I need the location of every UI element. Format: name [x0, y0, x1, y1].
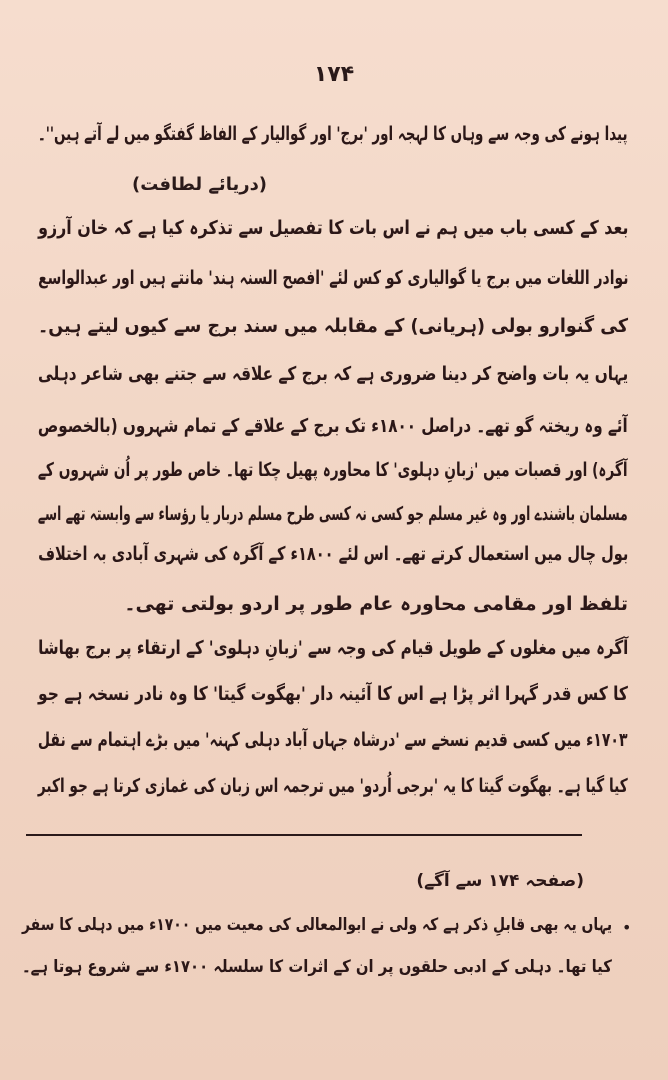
body-line-1: پیدا ہونے کی وجہ سے وہاں کا لہجہ اور 'برج' اور گوالیار کے الفاظ گفتگو میں لے آتے ہیں''۔ [38, 123, 628, 145]
footnote-reference: (صفحہ ۱۷۴ سے آگے) [416, 871, 584, 891]
body-line-2: بعد کے کسی باب میں ہم نے اس بات کا تفصیل سے تذکرہ کیا ہے کہ خان آرزو [37, 217, 628, 239]
footnote-line-1: یہاں یہ بھی قابلِ ذکر ہے کہ ولی نے ابوالمعالی کی معیت میں ۱۷۰۰ء میں دہلی کا سفر [21, 915, 612, 935]
body-line-8: مسلمان باشندے اور وہ غیر مسلم جو کسی نہ کسی طرح مسلم دربار یا رؤساء سے وابستہ تھے اسے [38, 503, 628, 525]
body-line-12: کا کس قدر گہرا اثر پڑا ہے اس کا آئینہ دار 'بھگوت گیتا' کا وہ نادر نسخہ ہے جو [38, 683, 628, 705]
body-line-9: بول چال میں استعمال کرتے تھے۔ اس لئے ۱۸۰۰ء کے آگرہ کی شہری آبادی بہ اختلاف [37, 543, 628, 565]
body-line-10: تلفظ اور مقامی محاورہ عام طور پر اردو بولتی تھی۔ [124, 593, 628, 615]
footnote-line-2: کیا تھا۔ دہلی کے ادبی حلقوں پر ان کے اثرات کا سلسلہ ۱۷۰۰ء سے شروع ہوتا ہے۔ [22, 957, 612, 977]
body-line-5: یہاں یہ بات واضح کر دینا ضروری ہے کہ برج کے علاقہ سے جتنے بھی شاعر دہلی [37, 363, 628, 385]
body-line-4: کی گنوارو بولی (ہریانی) کے مقابلہ میں سند برج سے کیوں لیتے ہیں۔ [37, 315, 628, 337]
footnote-bullet-icon: • [622, 918, 632, 937]
body-line-3: نوادر اللغات میں برج یا گوالیاری کو کس لئے 'افصح السنہ ہند' مانتے ہیں اور عبدالواسع [37, 267, 628, 289]
body-line-11: آگرہ میں مغلوں کے طویل قیام کی وجہ سے 'زبانِ دہلوی' کے ارتقاء پر برج بھاشا [37, 637, 628, 659]
footnote-divider [26, 834, 582, 836]
page-number: ۱۷۴ [313, 62, 355, 87]
body-line-6: آئے وہ ریختہ گو تھے۔ دراصل ۱۸۰۰ء تک برج کے علاقے کے تمام شہروں (بالخصوص [38, 415, 628, 437]
body-line-14: کیا گیا ہے۔ بھگوت گیتا کا یہ 'برجی اُردو' میں ترجمہ اس زبان کی غمازی کرتا ہے جو اکبر [38, 775, 628, 797]
section-heading: (دریائے لطافت) [132, 174, 268, 195]
body-line-13: ۱۷۰۳ء میں کسی قدیم نسخے سے 'درشاہ جہاں آباد دہلی کہنہ' میں بڑے اہتمام سے نقل [38, 729, 628, 751]
body-line-7: آگرہ) اور قصبات میں 'زبانِ دہلوی' کا محاورہ پھیل چکا تھا۔ خاص طور پر اُن شہروں کے [38, 459, 628, 481]
